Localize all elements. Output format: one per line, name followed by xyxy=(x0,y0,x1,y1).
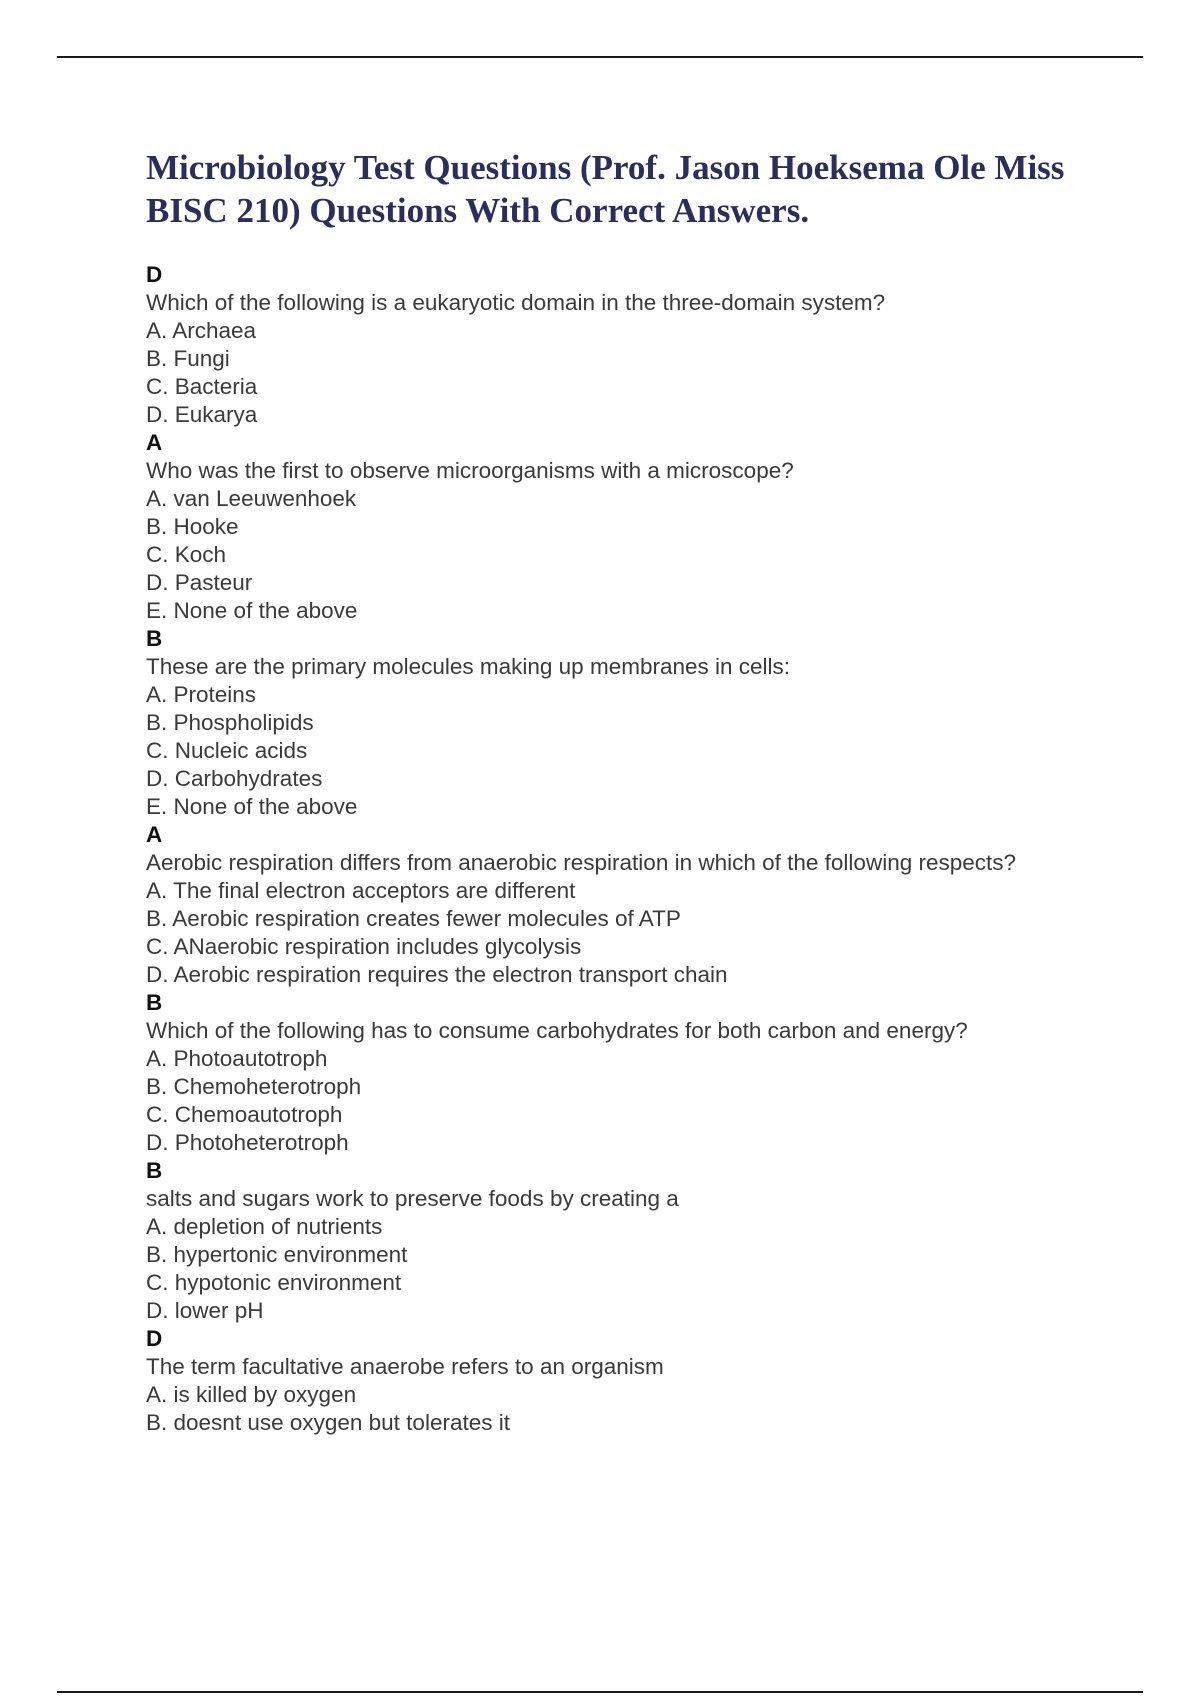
answer-option: C. ANaerobic respiration includes glycolysis xyxy=(146,934,582,959)
answer-option: D. Aerobic respiration requires the electron transport chain xyxy=(146,962,728,987)
question-text: Which of the following is a eukaryotic domain in the three-domain system? xyxy=(146,290,886,315)
answer-option: B. hypertonic environment xyxy=(146,1242,408,1267)
correct-answer: B xyxy=(146,990,163,1015)
question-item xyxy=(146,1325,1126,1437)
document-title: Microbiology Test Questions (Prof. Jason Hoeksema Ole Miss BISC 210) Questions With Correct Answers. xyxy=(146,148,1065,230)
answer-option: C. Chemoautotroph xyxy=(146,1102,343,1127)
correct-answer: A xyxy=(146,822,163,847)
document-body xyxy=(146,146,1126,1437)
answer-option: A. The final electron acceptors are different xyxy=(146,878,576,903)
answer-option: B. Phospholipids xyxy=(146,710,314,735)
correct-answer: A xyxy=(146,430,163,455)
correct-answer: D xyxy=(146,1326,163,1351)
answer-option: D. Photoheterotroph xyxy=(146,1130,349,1155)
footer-rule xyxy=(57,1691,1143,1693)
correct-answer: B xyxy=(146,626,163,651)
answer-option: A. Proteins xyxy=(146,682,257,707)
question-item xyxy=(146,821,1126,989)
question-item xyxy=(146,261,1126,429)
answer-option: D. Eukarya xyxy=(146,402,258,427)
answer-option: B. Chemoheterotroph xyxy=(146,1074,362,1099)
answer-option: C. Bacteria xyxy=(146,374,258,399)
answer-option: B. doesnt use oxygen but tolerates it xyxy=(146,1410,510,1435)
answer-option: D. Carbohydrates xyxy=(146,766,323,791)
answer-option: C. hypotonic environment xyxy=(146,1270,402,1295)
question-text: The term facultative anaerobe refers to an organism xyxy=(146,1354,664,1379)
answer-option: A. Archaea xyxy=(146,318,257,343)
question-text: salts and sugars work to preserve foods by creating a xyxy=(146,1186,679,1211)
question-text: These are the primary molecules making up membranes in cells: xyxy=(146,654,791,679)
answer-option: C. Nucleic acids xyxy=(146,738,308,763)
question-item xyxy=(146,1157,1126,1325)
correct-answer: D xyxy=(146,262,163,287)
answer-option: B. Hooke xyxy=(146,514,239,539)
answer-option: A. van Leeuwenhoek xyxy=(146,486,357,511)
answer-option: B. Aerobic respiration creates fewer molecules of ATP xyxy=(146,906,681,931)
question-item xyxy=(146,989,1126,1157)
question-item xyxy=(146,625,1126,821)
answer-option: E. None of the above xyxy=(146,794,358,819)
header-rule xyxy=(57,56,1143,58)
question-text: Which of the following has to consume carbohydrates for both carbon and energy? xyxy=(146,1018,968,1043)
answer-option: D. Pasteur xyxy=(146,570,253,595)
answer-option: B. Fungi xyxy=(146,346,230,371)
question-item xyxy=(146,429,1126,625)
correct-answer: B xyxy=(146,1158,163,1183)
answer-option: E. None of the above xyxy=(146,598,358,623)
question-text: Who was the first to observe microorganisms with a microscope? xyxy=(146,458,794,483)
answer-option: D. lower pH xyxy=(146,1298,264,1323)
answer-option: C. Koch xyxy=(146,542,227,567)
question-text: Aerobic respiration differs from anaerobic respiration in which of the following respects? xyxy=(146,850,1017,875)
answer-option: A. depletion of nutrients xyxy=(146,1214,383,1239)
answer-option: A. Photoautotroph xyxy=(146,1046,328,1071)
question-list xyxy=(146,261,1126,1437)
answer-option: A. is killed by oxygen xyxy=(146,1382,357,1407)
